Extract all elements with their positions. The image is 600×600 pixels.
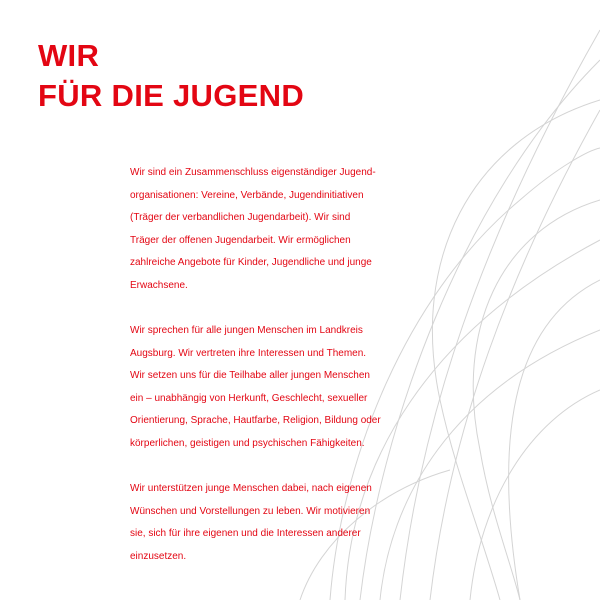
title-line: FÜR DIE JUGEND	[38, 78, 305, 113]
page-title	[38, 36, 304, 116]
text-line: (Träger der verbandlichen Jugendarbeit). Wir sind	[130, 212, 351, 223]
body-text	[130, 162, 490, 591]
text-line: organisationen: Vereine, Verbände, Jugendinitiativen	[130, 189, 364, 201]
text-line: Wir sind ein Zusammenschluss eigenständiger Jugend-	[130, 167, 376, 178]
paragraph	[130, 162, 490, 297]
text-line: einzusetzen.	[130, 550, 187, 562]
text-line: sie, sich für ihre eigenen und die Interessen anderer	[130, 528, 361, 539]
text-line: körperlichen, geistigen und psychischen Fähigkeiten.	[130, 437, 365, 449]
title-line: WIR	[38, 38, 100, 73]
text-line: Träger der offenen Jugendarbeit. Wir ermöglichen	[130, 234, 351, 246]
text-line: Erwachsene.	[130, 279, 188, 291]
text-line: Wir sprechen für alle jungen Menschen im Landkreis	[130, 325, 363, 336]
text-line: Wünschen und Vorstellungen zu leben. Wir motivieren	[130, 505, 371, 517]
text-line: Orientierung, Sprache, Hautfarbe, Religion, Bildung oder	[130, 415, 381, 426]
text-line: Wir setzen uns für die Teilhabe aller jungen Menschen	[130, 370, 370, 381]
text-line: ein – unabhängig von Herkunft, Geschlecht, sexueller	[130, 392, 368, 404]
paragraph	[130, 320, 490, 455]
text-line: Augsburg. Wir vertreten ihre Interessen und Themen.	[130, 347, 367, 359]
text-line: Wir unterstützen junge Menschen dabei, nach eigenen	[130, 483, 372, 494]
text-line: zahlreiche Angebote für Kinder, Jugendliche und junge	[130, 257, 372, 268]
arc-line	[509, 280, 600, 600]
paragraph	[130, 478, 490, 568]
